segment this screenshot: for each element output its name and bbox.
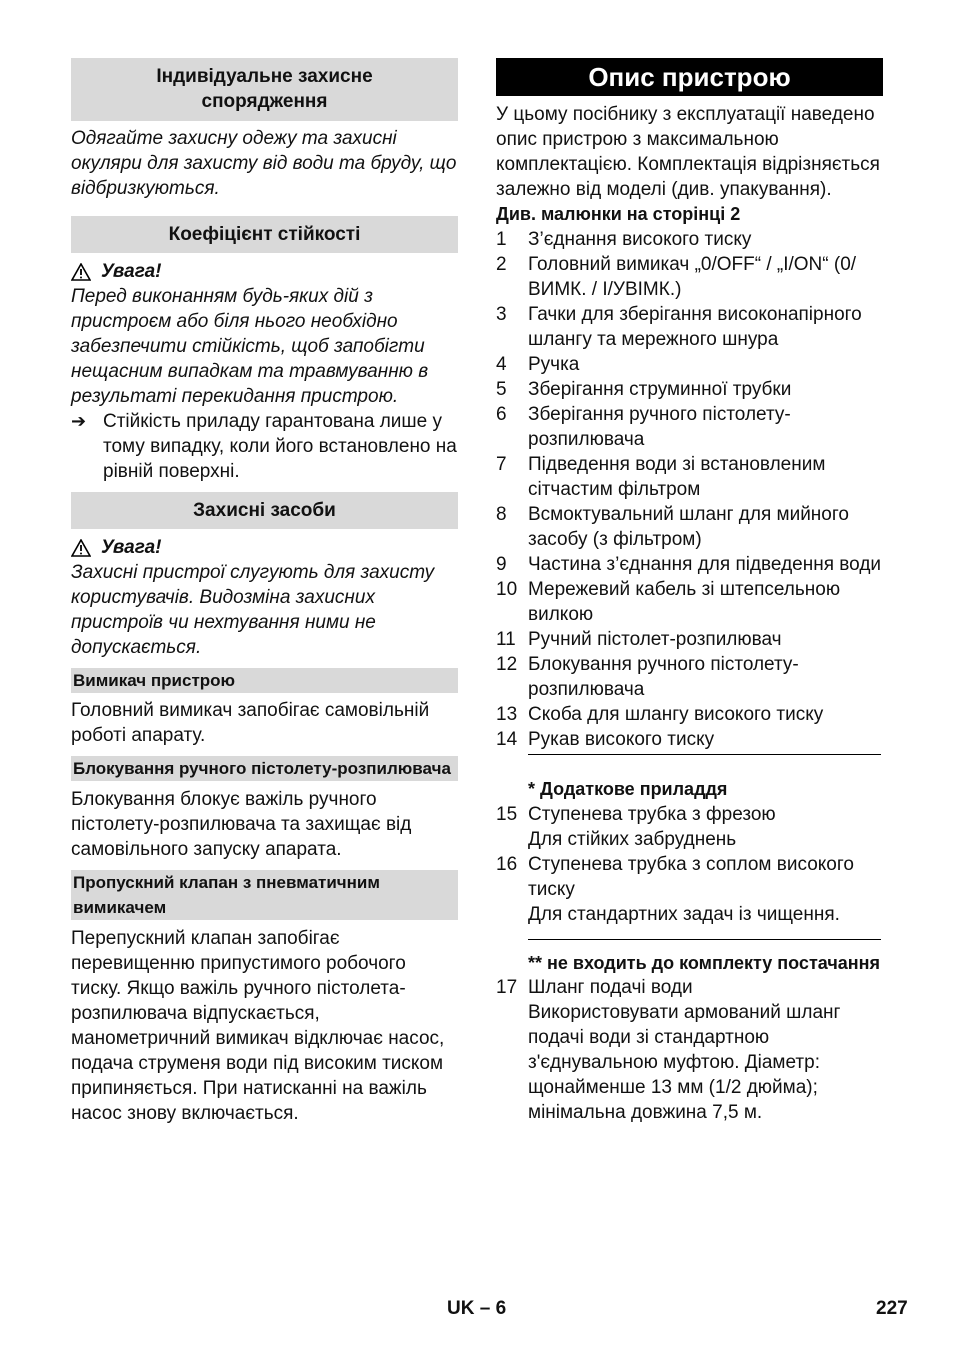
protective-devices-text: Захисні пристрої слугують для захисту користувачів. Видозміна захисних пристроїв чи нехтування ними не допускається. (71, 562, 435, 658)
device-switch-text: Головний вимикач запобігає самовільній роботі апарату. (71, 700, 430, 746)
warning-label: Увага! (101, 537, 162, 558)
list-item: 6 Зберігання ручного пістолету-розпилювача (496, 404, 791, 450)
list-item: 4 Ручка (496, 354, 580, 375)
left-column (71, 58, 458, 1126)
list-item: 3 Гачки для зберігання високонапірного шлангу та мережного шнура (496, 304, 862, 350)
section-title-protective-devices: Захисні засоби (71, 492, 458, 529)
list-item-note: Для стандартних задач із чищення. (528, 904, 840, 925)
not-included-heading (528, 952, 883, 975)
divider (528, 754, 881, 755)
star-marker: * (528, 779, 536, 799)
protective-equipment-text: Одягайте захисну одежу та захисні окуляри для захисту від води та бруду, що відбризкуються. (71, 128, 457, 199)
gun-lock-text: Блокування блокує важіль ручного пістолету-розпилювача та захищає від самовільного запуску апарата. (71, 789, 412, 860)
warning-triangle-icon (71, 263, 91, 281)
arrow-right-icon: ➔ (71, 411, 87, 431)
list-item-note: Використовувати армований шланг подачі води зі стандартною з'єднувальною муфтою. Діаметр: щонайменше 13 мм (1/2 дюйма); мінімальна довжина 7,5 м. (528, 1002, 841, 1123)
warning-label: Увага! (101, 261, 162, 282)
list-item: 10 Мережевий кабель зі штепсельною вилкою (496, 579, 841, 625)
subsection-title-gun-lock: Блокування ручного пістолету-розпилювача (71, 756, 458, 781)
section-title-device-description: Опис пристрою (496, 58, 883, 96)
not-included-title: не входить до комплекту постачання (547, 953, 881, 973)
list-item: 14 Рукав високого тиску (496, 729, 715, 750)
list-item: 8 Всмоктувальний шланг для мийного засобу (з фільтром) (496, 504, 849, 550)
accessories-title: Додаткове приладдя (540, 779, 728, 799)
stability-arrow-item (71, 409, 458, 484)
bypass-valve-text: Перепускний клапан запобігає перевищенню припустимого робочого тиску. Якщо важіль ручного пістолета-розпилювача відпускається, манометричний вимикач відключає насос, подача струменя води під високим тиском припиняється. При натисканні на важіль насос знову включається. (71, 928, 445, 1124)
see-figures-note: Див. малюнки на сторінці 2 (496, 204, 741, 224)
list-item: 9 Частина з’єднання для підведення води (496, 554, 882, 575)
list-item: 13 Скоба для шлангу високого тиску (496, 704, 824, 725)
device-description-intro: У цьому посібнику з експлуатації наведено опис пристрою з максимальною комплектацією. Комплектація відрізняється залежно від моделі (див. упакування). (496, 104, 880, 200)
list-item: 2 Головний вимикач „0/OFF“ / „I/ON“ (0/ВИМК. / I/УВІМК.) (496, 254, 857, 300)
section-title-protective-equipment: Індивідуальне захисне спорядження (71, 58, 458, 121)
subsection-title-bypass-valve: Пропускний клапан з пневматичним вимикачем (71, 870, 458, 920)
stability-text: Перед виконанням будь-яких дій з пристроєм або біля нього необхідно забезпечити стійкість, щоб запобігти нещасним випадкам та травмуванню в результаті перекидання пристрою. (71, 286, 429, 407)
stability-arrow-text: Стійкість приладу гарантована лише у тому випадку, коли його встановлено на рівній поверхні. (103, 411, 457, 482)
accessories-heading (528, 777, 883, 802)
protective-devices-warning (71, 535, 458, 560)
list-item: 12 Блокування ручного пістолету-розпилювача (496, 654, 799, 700)
double-star-marker: ** (528, 953, 543, 973)
footer-section-label: UK – 6 (447, 1298, 507, 1319)
list-item: 1 З’єднання високого тиску (496, 229, 752, 250)
parts-list (496, 227, 883, 752)
section-title-stability: Коефіцієнт стійкості (71, 216, 458, 253)
warning-triangle-icon (71, 539, 91, 557)
subsection-title-device-switch: Вимикач пристрою (71, 668, 458, 693)
list-item: 15 Ступенева трубка з фрезою (496, 804, 776, 825)
right-column (496, 58, 883, 1125)
list-item: 11 Ручний пістолет-розпилювач (496, 629, 782, 650)
list-item: 5 Зберігання струминної трубки (496, 379, 792, 400)
list-item-note: Для стійких забруднень (528, 829, 737, 850)
divider (528, 939, 881, 940)
list-item: 16 Ступенева трубка з соплом високого тиску (496, 854, 854, 900)
stability-warning (71, 259, 458, 284)
footer-page-number: 227 (876, 1298, 908, 1319)
list-item: 17 Шланг подачі води (496, 977, 693, 998)
list-item: 7 Підведення води зі встановленим сітчастим фільтром (496, 454, 826, 500)
